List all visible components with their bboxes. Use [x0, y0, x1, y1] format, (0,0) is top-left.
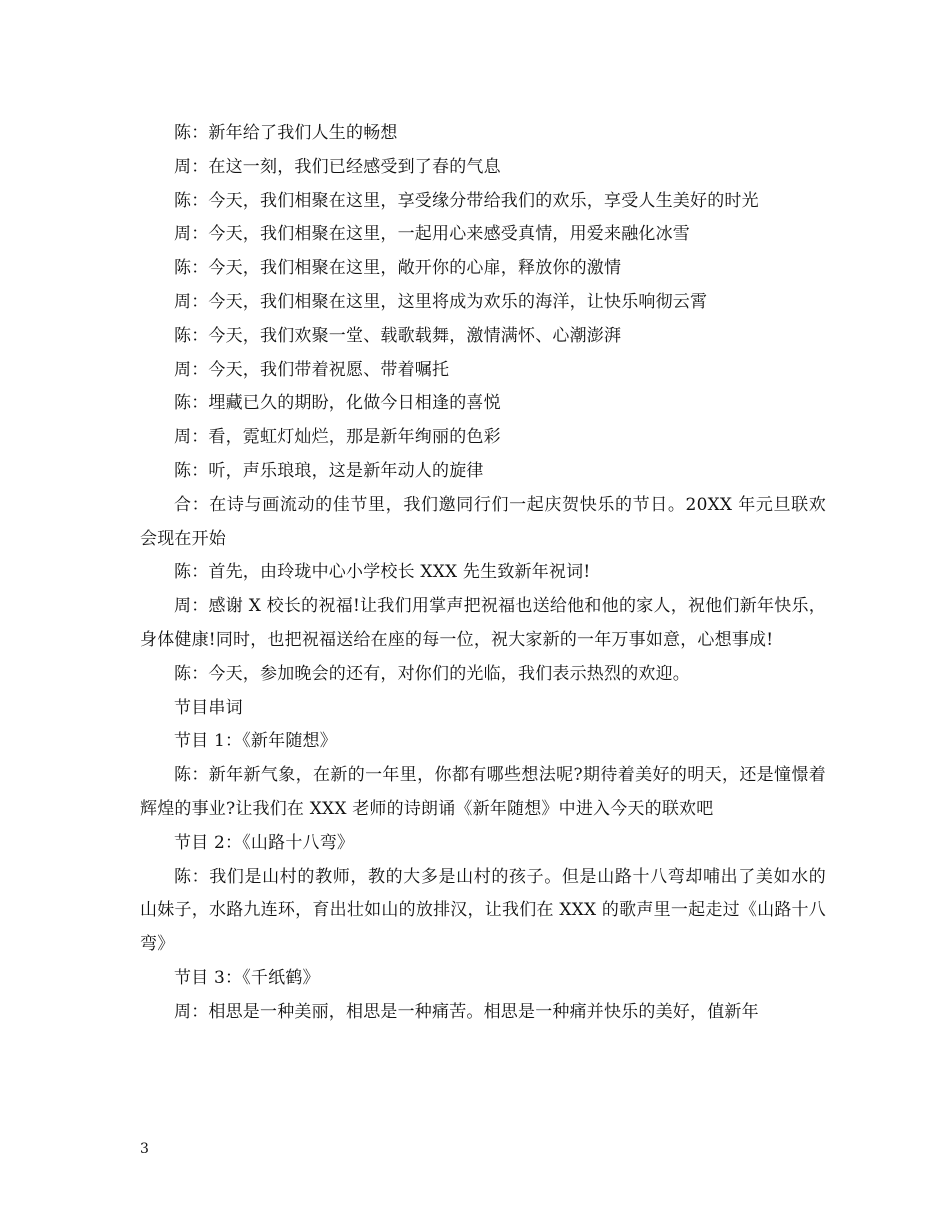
program-title: 节目 2：《山路十八弯》 [174, 832, 355, 853]
paragraph: 陈：今天，我们欢聚一堂、载歌载舞，激情满怀、心潮澎湃 [174, 325, 622, 346]
paragraph: 陈：听，声乐琅琅，这是新年动人的旋律 [174, 460, 484, 481]
paragraph: 周：在这一刻，我们已经感受到了春的气息 [174, 156, 501, 177]
paragraph: 陈：今天，我们相聚在这里，敞开你的心扉，释放你的激情 [174, 258, 622, 279]
paragraph: 周：相思是一种美丽，相思是一种痛苦。相思是一种痛并快乐的美好，值新年 [174, 1001, 759, 1022]
paragraph: 陈：埋藏已久的期盼，化做今日相逢的喜悦 [174, 393, 501, 414]
section-heading: 节目串词 [174, 697, 243, 718]
paragraph: 陈：首先，由玲珑中心小学校长 XXX 先生致新年祝词! [174, 562, 591, 583]
paragraph: 周：感谢 X 校长的祝福!让我们用掌声把祝福也送给他和他的家人，祝他们新年快乐，身体健康!同时，也把祝福送给在座的每一位，祝大家新的一年万事如意，心想事成! [140, 596, 826, 650]
document-body [140, 117, 826, 1030]
page-number: 3 [140, 1141, 149, 1157]
paragraph: 陈：新年新气象，在新的一年里，你都有哪些想法呢?期待着美好的明天，还是憧憬着辉煌的事业?让我们在 XXX 老师的诗朗诵《新年随想》中进入今天的联欢吧 [140, 765, 826, 819]
paragraph: 陈：新年给了我们人生的畅想 [174, 123, 398, 143]
paragraph: 陈：今天，我们相聚在这里，享受缘分带给我们的欢乐，享受人生美好的时光 [174, 190, 759, 211]
paragraph: 合：在诗与画流动的佳节里，我们邀同行们一起庆贺快乐的节日。20XX 年元旦联欢会现在开始 [140, 494, 826, 549]
paragraph: 陈：今天，参加晚会的还有，对你们的光临，我们表示热烈的欢迎。 [174, 663, 690, 684]
paragraph: 周：今天，我们相聚在这里，这里将成为欢乐的海洋，让快乐响彻云霄 [174, 291, 708, 312]
paragraph: 周：今天，我们相聚在这里，一起用心来感受真情，用爱来融化冰雪 [174, 224, 690, 245]
paragraph: 周：看，霓虹灯灿烂，那是新年绚丽的色彩 [174, 427, 501, 448]
program-title: 节目 3：《千纸鹤》 [174, 967, 320, 988]
program-title: 节目 1：《新年随想》 [174, 731, 337, 752]
paragraph: 陈：我们是山村的教师，教的大多是山村的孩子。但是山路十八弯却哺出了美如水的山妹子，水路九连环，育出壮如山的放排汉，让我们在 XXX 的歌声里一起走过《山路十八弯》 [140, 866, 826, 955]
paragraph: 周：今天，我们带着祝愿、带着嘱托 [174, 359, 450, 380]
